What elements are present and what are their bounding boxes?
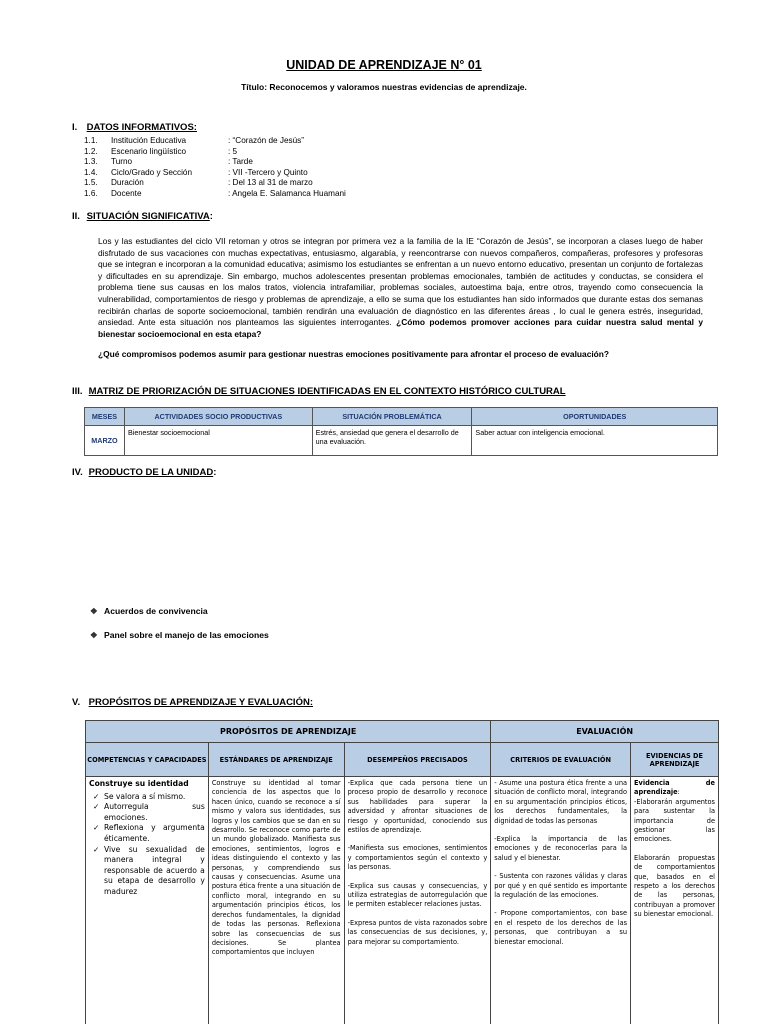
info-key: Duración: [111, 178, 144, 188]
column-header: CRITERIOS DE EVALUACIÓN: [491, 743, 631, 777]
section-label: PRODUCTO DE LA UNIDAD: [88, 467, 214, 478]
producto-item: Acuerdos de convivencia: [104, 606, 208, 616]
estandar-cell: Construye su identidad al tomar conciencia de los aspectos que lo hacen único, cuando se reconoce a sí mismo y valora sus identidades, sus logros y los cambios que se dan en su desarrollo. Se reconoce como parte de un mundo globalizado. Manifiesta sus emociones, sentimientos, logros e ideas distinguiendo el contexto y las personas, y comprendiendo sus causas y consecuencias. Asume una postura ética frente a una situación de conflicto moral, integrando en su argumentación principios éticos, los derechos fundamentales, la dignidad de todas las personas. Reflexiona sobre las consecuencias de sus decisiones. Se plantea comportamientos que incluyen: [208, 777, 344, 1024]
document-subtitle: [0, 82, 768, 92]
info-value: : Angela E. Salamanca Huamani: [228, 188, 346, 198]
evidencias-cell: [631, 777, 719, 1024]
criterio-item: - Sustenta con razones válidas y claras por qué y en qué sentido es importante la regulación de las emociones.: [494, 872, 628, 900]
capacidad-item: [89, 823, 205, 844]
question-1: ¿Cómo podemos promover acciones para cuidar nuestra salud mental y bienestar socioemocional en esta etapa?: [98, 317, 704, 339]
info-number: 1.1.: [84, 136, 98, 145]
evidencia-item: Elaborarán propuestas de comportamientos que, basados en el respeto a los derechos de las personas, contribuyan a promover su bienestar emocional.: [634, 853, 715, 919]
diamond-bullet-icon: ❖: [90, 630, 98, 640]
question-2: ¿Qué compromisos podemos asumir para gestionar nuestras emociones positivamente para afrontar el proceso de evaluación?: [98, 349, 610, 359]
info-number: 1.5.: [84, 178, 98, 188]
section-heading-propositos: [72, 697, 313, 708]
info-row: [84, 168, 346, 179]
section-heading-matriz: [72, 386, 566, 397]
criterios-cell: [491, 777, 631, 1024]
matriz-header: ACTIVIDADES SOCIO PRODUCTIVAS: [124, 408, 312, 426]
evidencias-heading: Evidencia de aprendizaje: [634, 779, 715, 797]
section-label: PROPÓSITOS DE APRENDIZAJE Y EVALUACIÓN:: [88, 697, 313, 708]
desempeno-item: -Explica que cada persona tiene un proceso propio de desarrollo y reconoce sus habilidades para superar la adversidad y afrontar situaciones de riesgo y oportunidad, conociendo sus estilos de aprendizaje.: [347, 779, 488, 835]
situacion-text: Los y las estudiantes del ciclo VII retornan y otros se integran por primera vez a la familia de la IE “Corazón de Jesús”, se incorporan a clases luego de haber disfrutado de sus vacaciones con muchas expectativas, entusiasmo, algarabía, y reencontrarse con nuevos compañeros, compañeras, profesores y profesoras que se integran e incorporan a la comunidad educativa; asimismo los estudiantes se enfrentan a un nuevo entorno educativo, presentan un conjunto de fortalezas y dificultades en su aprendizaje. Sin embargo, muchos adolescentes presentan problemas emocionales, también de actitudes y conductas, se considera el problema tiene sus causas en los malos tratos, violencia intrafamiliar, problemas sociales, autoestima baja, entre otros, trayendo como consecuencia la vulnerabilidad, comportamientos de riesgo y problemas de aprendizaje, a ello se suma que los estudiantes han sido informados que durante estas dos semanas recibirán charlas de soporte socioemocional, también rendirán una evaluación de diagnóstico en las diferentes áreas , lo cual le genera estrés, inseguridad, ansiedad. Ante esta situación nos planteamos las siguientes interrogantes.: [98, 236, 703, 328]
info-row: [84, 178, 346, 189]
criterio-item: -Explica la importancia de las emociones y de reconocerlas para la salud y el bienestar.: [494, 835, 628, 862]
info-key: Institución Educativa: [111, 136, 187, 145]
checkmark-icon: ✓: [93, 802, 100, 812]
table-row: [85, 426, 718, 456]
section-label: DATOS INFORMATIVOS:: [86, 122, 197, 133]
checkmark-icon: ✓: [93, 791, 100, 801]
capacidad-text: Vive su sexualidad de manera integral y responsable de acuerdo a su etapa de desarrollo y madurez: [104, 844, 205, 896]
group-header-evaluacion: EVALUACIÓN: [491, 721, 719, 743]
subtitle-label: Título:: [241, 82, 268, 92]
section-colon: :: [209, 211, 213, 222]
column-header: ESTÁNDARES DE APRENDIZAJE: [208, 743, 344, 777]
table-row: [86, 777, 719, 1024]
section-label: SITUACIÓN SIGNIFICATIVA: [86, 211, 210, 222]
info-number: 1.4.: [84, 167, 98, 177]
list-item: [90, 606, 208, 617]
matriz-header: OPORTUNIDADES: [472, 408, 718, 426]
checkmark-icon: ✓: [93, 823, 100, 833]
info-row: [84, 147, 346, 158]
competencia-name: Construye su identidad: [89, 779, 189, 788]
diamond-bullet-icon: ❖: [90, 606, 98, 616]
section-colon: :: [213, 467, 217, 478]
info-value: : Del 13 al 31 de marzo: [228, 178, 313, 188]
matriz-cell: Saber actuar con inteligencia emocional.: [472, 426, 718, 456]
matriz-table: [84, 407, 718, 456]
group-header-propositos: PROPÓSITOS DE APRENDIZAJE: [86, 721, 491, 743]
column-header: DESEMPEÑOS PRECISADOS: [344, 743, 491, 777]
info-value: : 5: [228, 146, 238, 156]
section-number: IV.: [72, 467, 83, 478]
capacidad-text: Reflexiona y argumenta éticamente.: [104, 823, 205, 843]
desempeno-item: -Manifiesta sus emociones, sentimientos y comportamientos según el contexto y las personas.: [347, 844, 488, 872]
info-value: : “Corazón de Jesús”: [228, 136, 304, 145]
matriz-cell: MARZO: [85, 426, 125, 456]
matriz-header: SITUACIÓN PROBLEMÁTICA: [312, 408, 472, 426]
info-number: 1.6.: [84, 188, 98, 198]
info-key: Docente: [111, 188, 142, 198]
desempeno-item: -Explica sus causas y consecuencias, y utiliza estrategias de autorregulación que le permiten establecer relaciones justas.: [347, 881, 488, 909]
section-heading-datos: [72, 122, 197, 133]
producto-item: Panel sobre el manejo de las emociones: [104, 630, 269, 640]
capacidad-item: [89, 802, 205, 823]
evidencia-item: : -Elaborarán argumentos para sustentar la importancia de gestionar las emociones.: [634, 788, 715, 844]
desempenos-cell: [344, 777, 491, 1024]
matriz-cell: Bienestar socioemocional: [124, 426, 312, 456]
capacidad-text: Se valora a sí mismo.: [104, 791, 186, 801]
info-row: [84, 136, 346, 147]
checkmark-icon: ✓: [93, 844, 100, 854]
criterio-item: - Asume una postura ética frente a una situación de conflicto moral, integrando en su argumentación principios éticos, los derechos fundamentales, la dignidad de todas las personas: [494, 779, 628, 825]
info-key: Escenario lingüístico: [111, 146, 187, 156]
info-value: : VII -Tercero y Quinto: [228, 167, 308, 177]
document-title: UNIDAD DE APRENDIZAJE N° 01: [286, 58, 482, 72]
capacidades-list: [89, 792, 205, 898]
info-number: 1.3.: [84, 157, 98, 167]
subtitle-text: Reconocemos y valoramos nuestras evidencias de aprendizaje.: [269, 82, 527, 92]
info-value: : Tarde: [228, 157, 253, 167]
desempeno-item: -Expresa puntos de vista razonados sobre las consecuencias de sus decisiones, y, para mejorar su comportamiento.: [347, 918, 488, 946]
section-heading-producto: [72, 467, 216, 478]
info-row: [84, 189, 346, 200]
info-number: 1.2.: [84, 146, 98, 156]
section-number: I.: [72, 122, 78, 133]
criterio-item: - Propone comportamientos, con base en el respeto de los derechos de las personas, que contribuyan a su bienestar emocional.: [494, 909, 628, 946]
section-label: MATRIZ DE PRIORIZACIÓN DE SITUACIONES IDENTIFICADAS EN EL CONTEXTO HISTÓRICO CULTURAL: [88, 386, 566, 397]
section-number: III.: [72, 386, 83, 397]
info-row: [84, 157, 346, 168]
datos-informativos-list: [84, 136, 346, 200]
capacidad-item: [89, 792, 205, 803]
competencia-cell: [86, 777, 209, 1024]
matriz-header: MESES: [85, 408, 125, 426]
info-key: Ciclo/Grado y Sección: [111, 167, 192, 177]
info-key: Turno: [111, 157, 133, 167]
situacion-paragraph: [98, 236, 703, 340]
capacidad-item: [89, 845, 205, 898]
matriz-cell: Estrés, ansiedad que genera el desarrollo de una evaluación.: [312, 426, 472, 456]
section-number: V.: [72, 697, 81, 708]
capacidad-text: Autorregula sus emociones.: [104, 802, 205, 822]
column-header: COMPETENCIAS Y CAPACIDADES: [86, 743, 209, 777]
propositos-table: [85, 720, 719, 1024]
list-item: [90, 630, 269, 641]
section-heading-situacion: [72, 211, 213, 222]
section-number: II.: [72, 211, 80, 222]
column-header: EVIDENCIAS DE APRENDIZAJE: [631, 743, 719, 777]
